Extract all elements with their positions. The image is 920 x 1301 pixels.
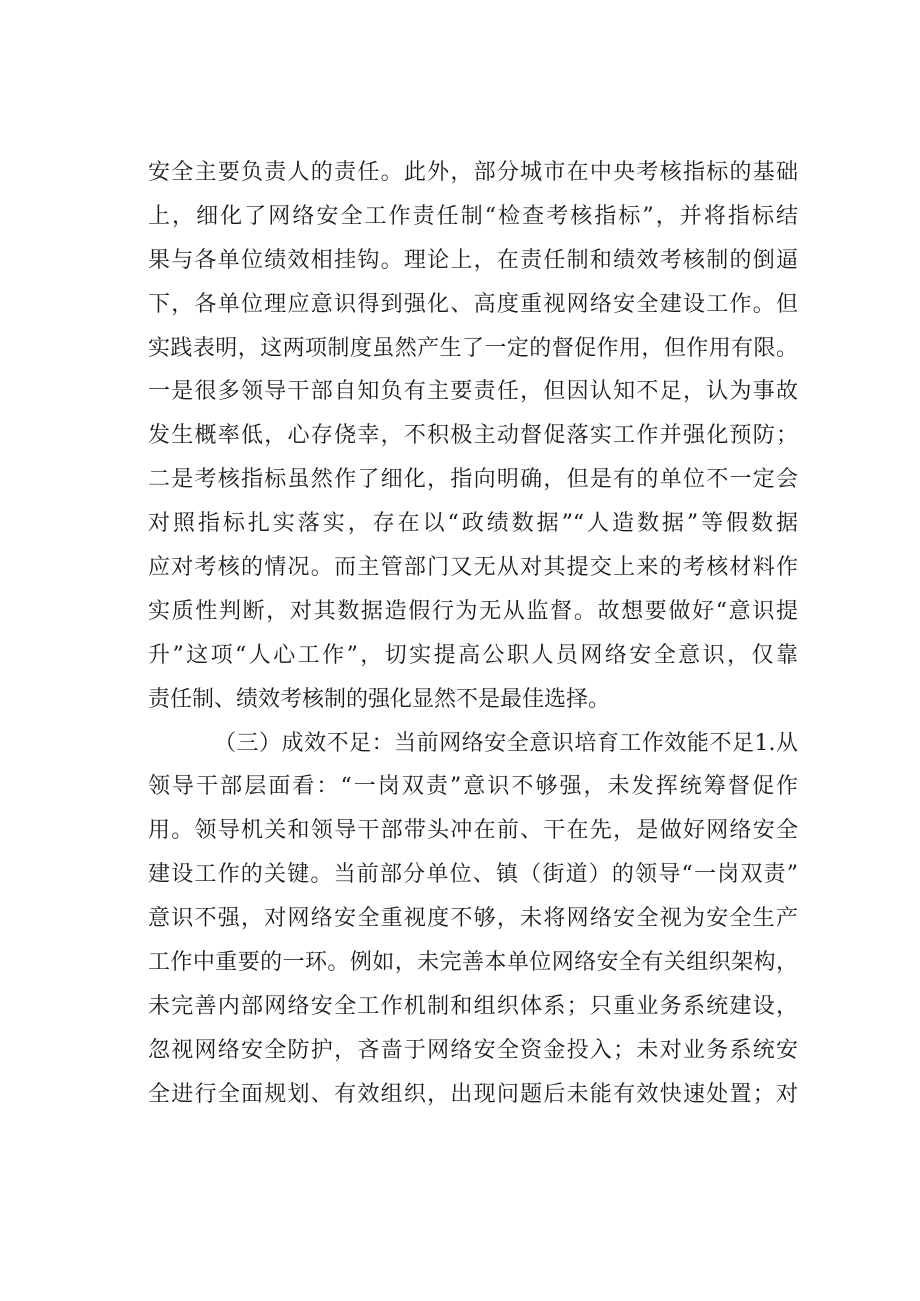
text-line: 果与各单位绩效相挂钩。理论上，在责任制和绩效考核制的倒逼 bbox=[148, 247, 798, 273]
text-line: 发生概率低，心存侥幸，不积极主动督促落实工作并强化预防； bbox=[148, 423, 798, 449]
text-line: 未完善内部网络安全工作机制和组织体系；只重业务系统建设， bbox=[148, 993, 798, 1019]
text-line: 应对考核的情况。而主管部门又无从对其提交上来的考核材料作 bbox=[148, 555, 798, 581]
text-line: 意识不强，对网络安全重视度不够，未将网络安全视为安全生产 bbox=[148, 906, 798, 932]
text-line: 安全主要负责人的责任。此外，部分城市在中央考核指标的基础 bbox=[148, 160, 798, 185]
text-line: 上，细化了网络安全工作责任制“检查考核指标”，并将指标结 bbox=[148, 203, 798, 229]
text-line: 二是考核指标虽然作了细化，指向明确，但是有的单位不一定会 bbox=[148, 467, 798, 493]
text-line: 升”这项“人心工作”，切实提高公职人员网络安全意识，仅靠 bbox=[148, 642, 798, 668]
text-line: 实践表明，这两项制度虽然产生了一定的督促作用，但作用有限。 bbox=[148, 335, 798, 361]
text-line: 责任制、绩效考核制的强化显然不是最佳选择。 bbox=[148, 686, 611, 712]
text-line: 下，各单位理应意识得到强化、高度重视网络安全建设工作。但 bbox=[148, 291, 798, 317]
text-line: 实质性判断，对其数据造假行为无从监督。故想要做好“意识提 bbox=[148, 598, 798, 624]
text-line: 用。领导机关和领导干部带头冲在前、干在先，是做好网络安全 bbox=[148, 818, 798, 844]
text-line: 忽视网络安全防护，吝啬于网络安全资金投入；未对业务系统安 bbox=[148, 1037, 798, 1063]
paragraph-1 bbox=[148, 151, 798, 722]
body-text bbox=[148, 151, 798, 1117]
text-line: 工作中重要的一环。例如，未完善本单位网络安全有关组织架构， bbox=[148, 950, 798, 976]
section-heading-line: （三）成效不足：当前网络安全意识培育工作效能不足1.从 bbox=[214, 730, 798, 756]
text-line: 全进行全面规划、有效组织，出现问题后未能有效快速处置；对 bbox=[148, 1081, 798, 1107]
text-line: 一是很多领导干部自知负有主要责任，但因认知不足，认为事故 bbox=[148, 379, 798, 405]
text-line: 对照指标扎实落实，存在以“政绩数据”“人造数据”等假数据 bbox=[148, 511, 798, 537]
text-line: 建设工作的关键。当前部分单位、镇（街道）的领导“一岗双责” bbox=[148, 862, 798, 888]
text-line: 领导干部层面看：“一岗双责”意识不够强，未发挥统筹督促作 bbox=[148, 774, 798, 800]
paragraph-2 bbox=[148, 722, 798, 1117]
